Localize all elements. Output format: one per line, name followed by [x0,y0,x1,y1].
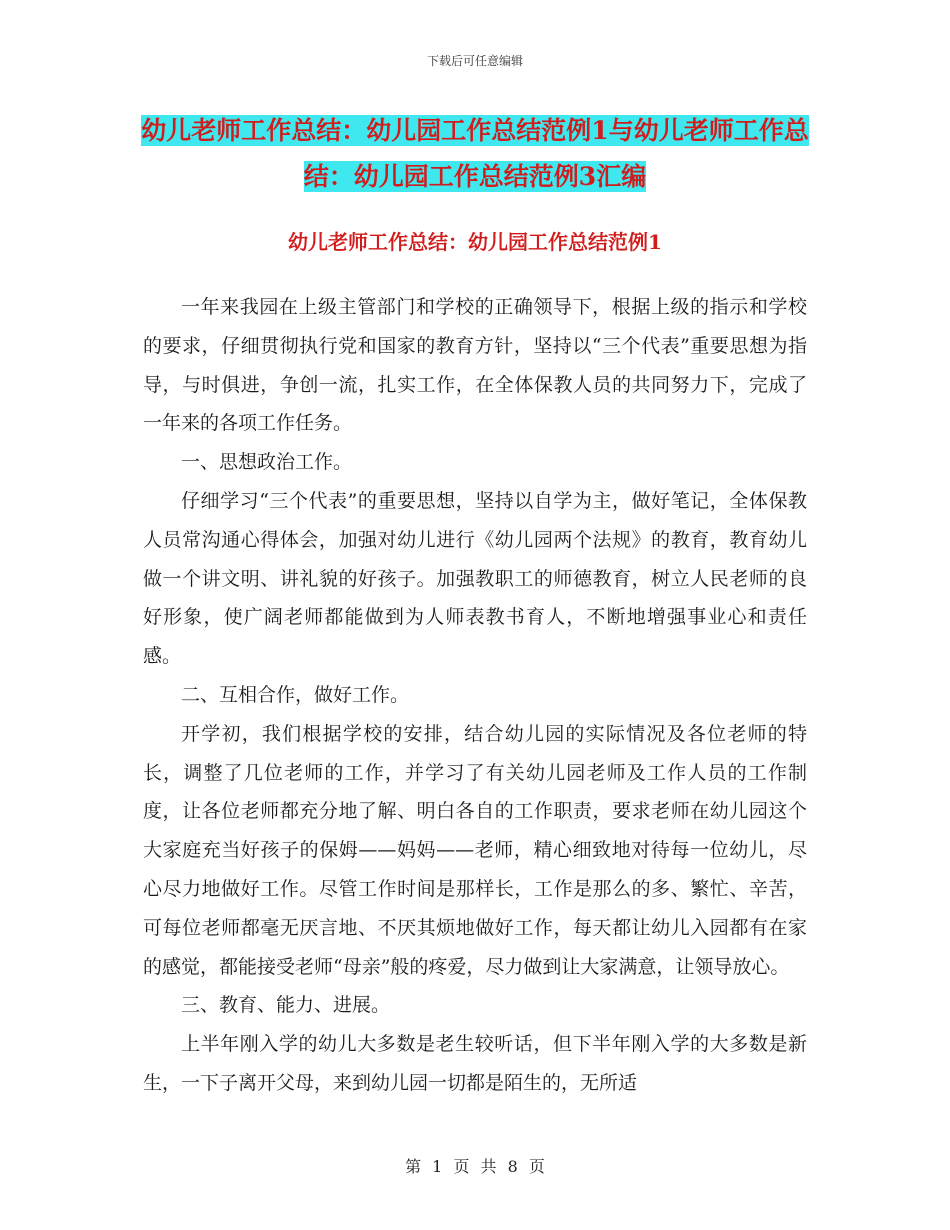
document-title-text: 幼儿老师工作总结：幼儿园工作总结范例1与幼儿老师工作总结：幼儿园工作总结范例3汇编 [141,116,809,191]
paragraph-heading: 一、思想政治工作。 [181,451,353,474]
document-title [120,108,830,200]
paragraph: 一年来我园在上级主管部门和学校的正确领导下，根据上级的指示和学校的要求，仔细贯彻执行党和国家的教育方针，坚持以“三个代表”重要思想为指导，与时俱进，争创一流，扎实工作，在全体保教人员的共同努力下，完成了一年来的各项工作任务。 [143,296,807,435]
paragraph-heading: 三、教育、能力、进展。 [181,994,391,1017]
document-body [143,288,807,1103]
page-header-note: 下载后可任意编辑 [426,54,523,68]
paragraph: 开学初，我们根据学校的安排，结合幼儿园的实际情况及各位老师的特长，调整了几位老师的工作，并学习了有关幼儿园老师及工作人员的工作制度，让各位老师都充分地了解、明白各自的工作职责，要求老师在幼儿园这个大家庭充当好孩子的保姆——妈妈——老师，精心细致地对待每一位幼儿，尽心尽力地做好工作。尽管工作时间是那样长，工作是那么的多、繁忙、辛苦，可每位老师都毫无厌言地、不厌其烦地做好工作，每天都让幼儿入园都有在家的感觉，都能接受老师“母亲”般的疼爱，尽力做到让大家满意，让领导放心。 [143,722,807,978]
paragraph: 仔细学习“三个代表”的重要思想，坚持以自学为主，做好笔记，全体保教人员常沟通心得体会，加强对幼儿进行《幼儿园两个法规》的教育，教育幼儿做一个讲文明、讲礼貌的好孩子。加强教职工的师德教育，树立人民老师的良好形象，使广阔老师都能做到为人师表教书育人，不断地增强事业心和责任感。 [143,489,807,668]
paragraph: 上半年刚入学的幼儿大多数是老生较听话，但下半年刚入学的大多数是新生，一下子离开父母，来到幼儿园一切都是陌生的，无所适 [143,1033,807,1094]
page-number-footer: 第 1 页 共 8 页 [405,1157,545,1176]
paragraph-heading: 二、互相合作，做好工作。 [181,683,410,706]
section-title: 幼儿老师工作总结：幼儿园工作总结范例1 [288,230,662,254]
